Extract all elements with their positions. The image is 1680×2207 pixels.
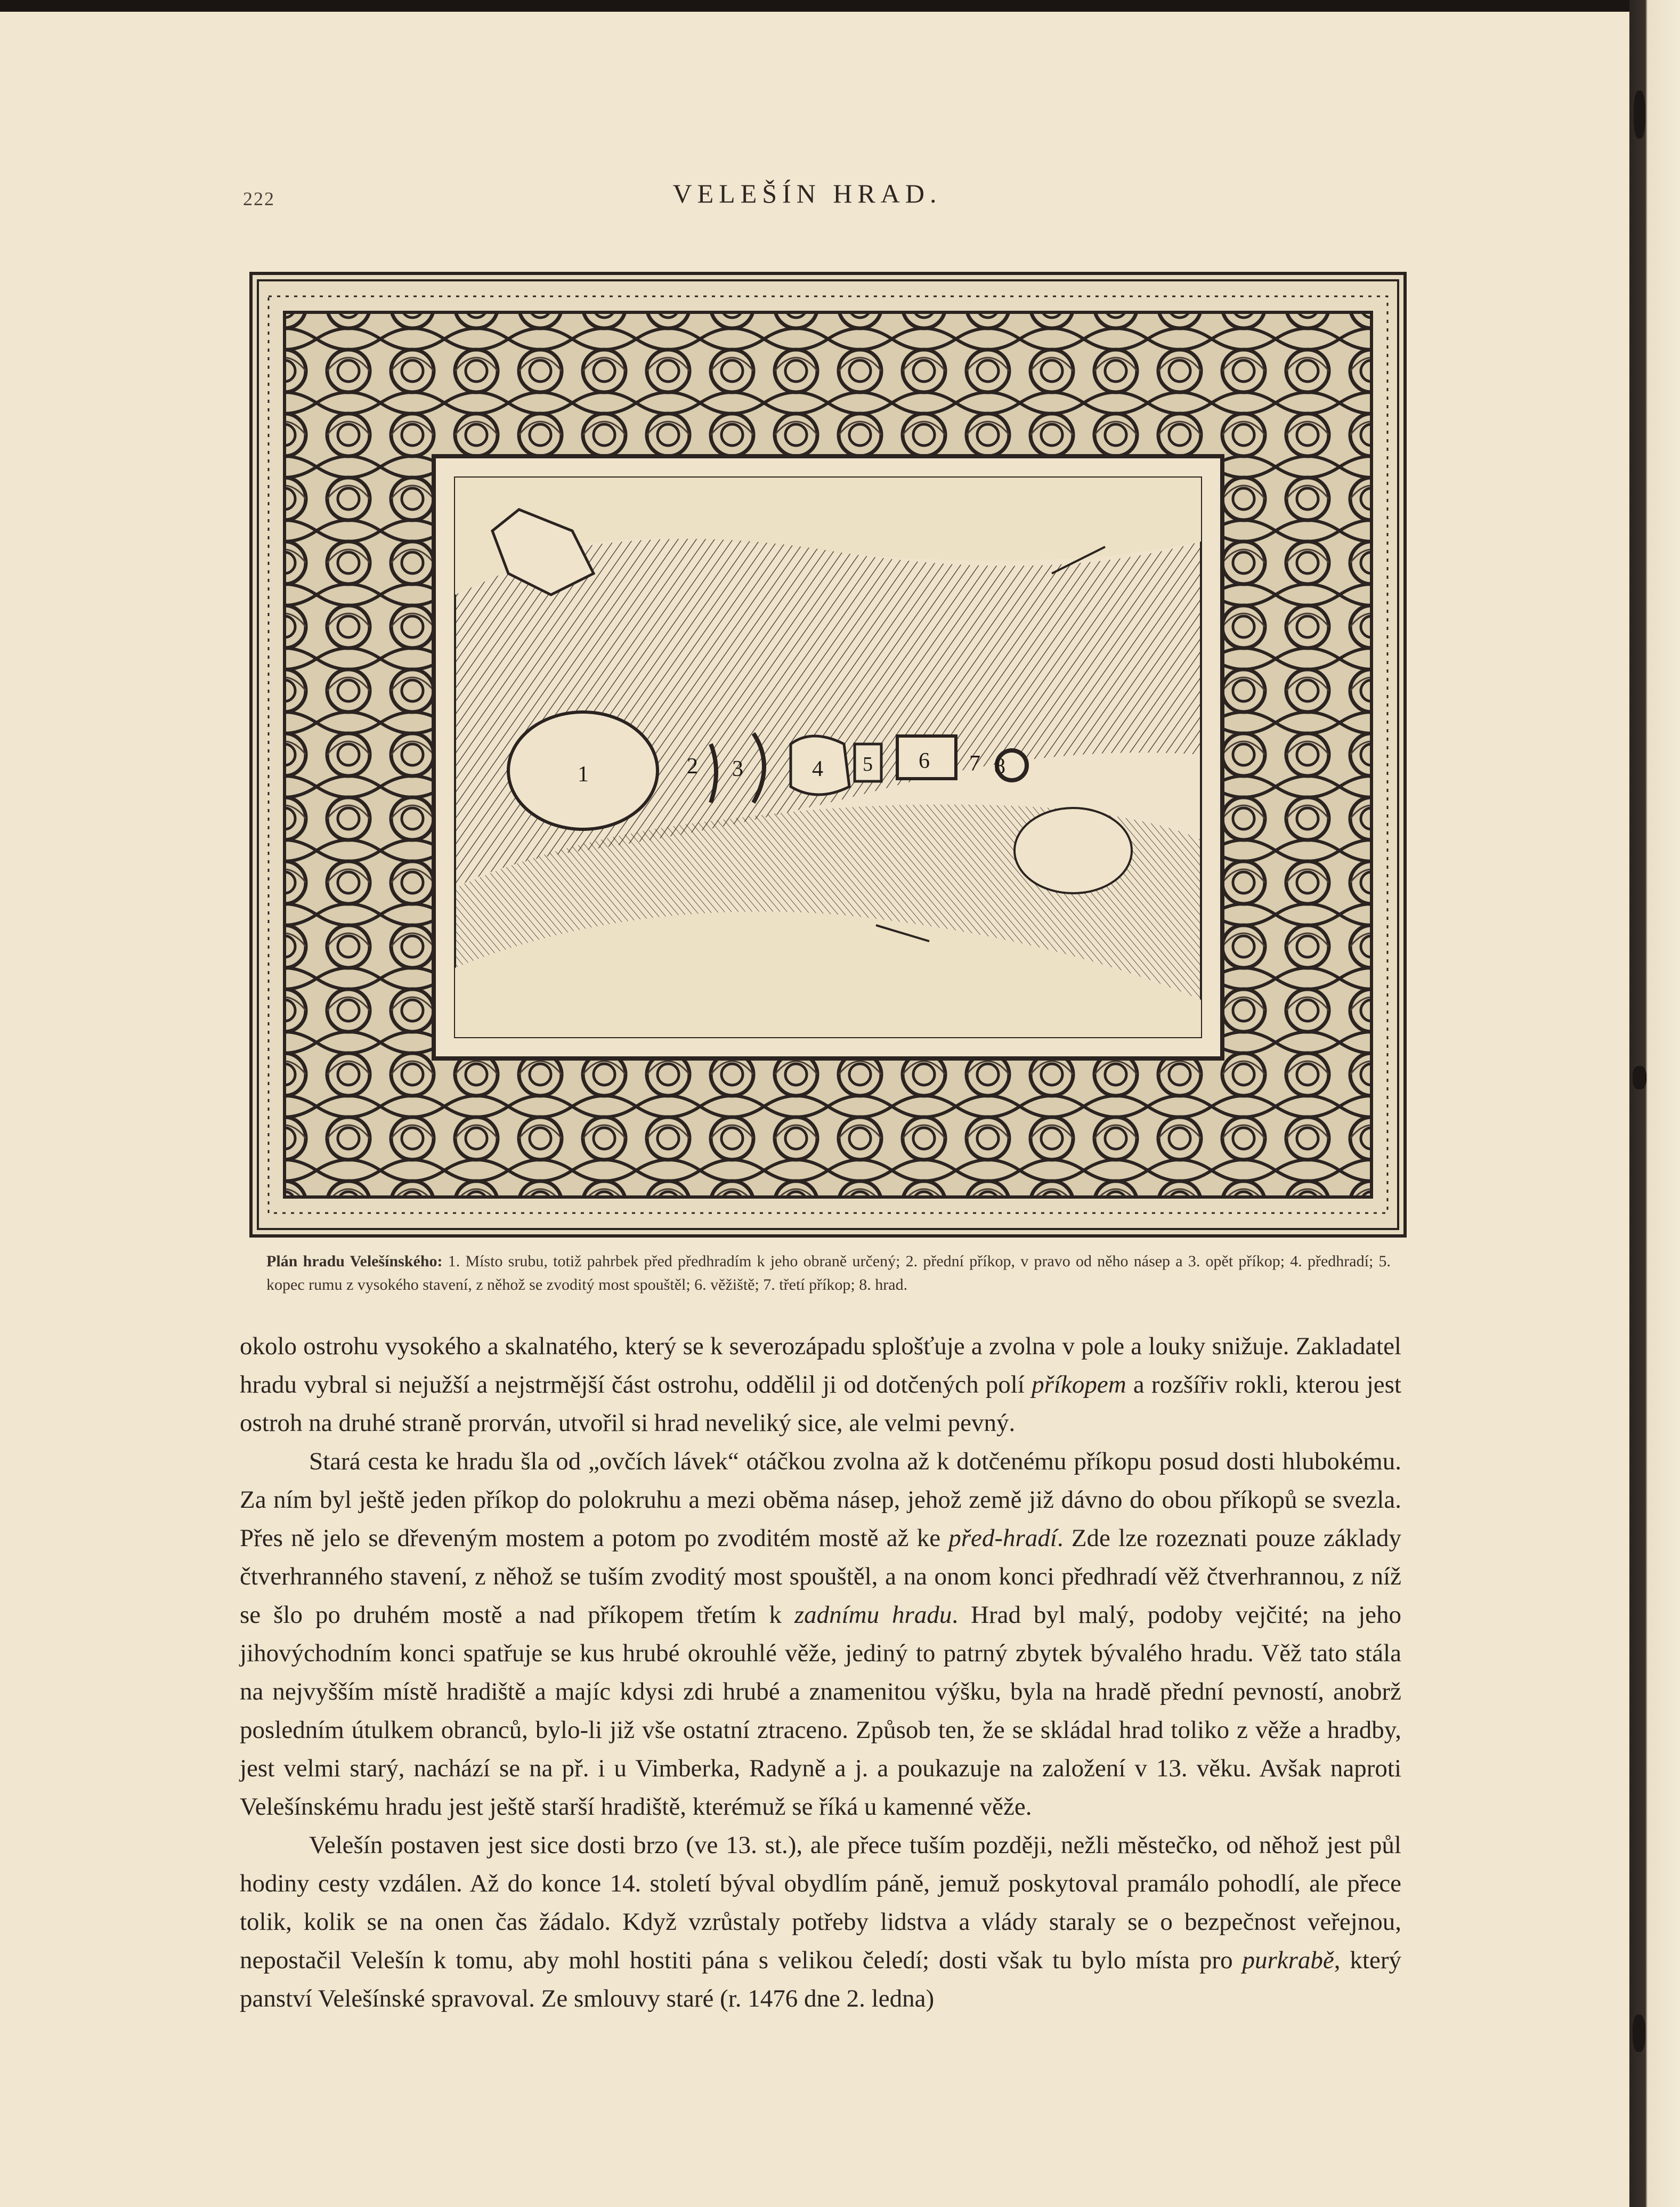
text-run: Velešín postaven jest sice dosti brzo (ve 13. st.), ale přece tuším později, nežli městečko, od něhož jest půl hodiny cesty vzdálen. Až do konce 14. století býval obydlím páně, jemuž poskytoval pramálo pohodlí, ale přece tolik, kolik se na onen čas žádalo. Když vzrůstaly potřeby lidstva a vlády staraly se o bezpečnost veřejnou, nepostačil Velešín k tomu, aby mohl hostiti pána s velikou čeledí; dosti však tu bylo místa pro	[240, 1831, 1401, 1974]
text-run: . Zde lze rozeznati pouze základy čtverhranného stavení, z něhož se tuším zvoditý most spouštěl, a na onom konci předhradí věž čtverhrannou, z níž se šlo po druhém mostě a nad příkopem třetím k	[240, 1524, 1401, 1629]
edge-mark	[1634, 91, 1645, 139]
plan-label: 1	[578, 762, 589, 787]
emphasis: purkrabě	[1242, 1946, 1334, 1974]
paragraph	[240, 1442, 1401, 1826]
text-run: . Hrad byl malý, podoby vejčité; na jeho jihovýchodním konci spatřuje se kus hrubé okrouhlé věže, jediný to patrný zbytek bývalého hradu. Věž tato stála na nejvyšším místě hradiště a majíc kdysi zdi hrubé a znamenitou výšku, byla na hradě přední pevností, anobrž posledním útulkem obranců, bylo-li již vše ostatní ztraceno. Způsob ten, že se skládal hrad toliko z věže a hradby, jest velmi starý, nachází se na př. i u Vimberka, Radyně a j. a poukazuje na založení v 13. věku. Avšak naproti Velešínskému hradu jest ještě starší hradiště, kterémuž se říká u kamenné věže.	[240, 1601, 1401, 1821]
castle-plan-engraving	[249, 272, 1407, 1238]
plan-label: 7	[969, 751, 980, 776]
text-run: a rozšířiv rokli, kterou jest ostroh na druhé straně prorván, utvořil si hrad neveliký sice, ale velmi pevný.	[240, 1371, 1401, 1437]
text-run: Stará cesta ke hradu šla od „ovčích lávek“ otáčkou zvolna až k dotčenému příkopu posud dosti hlubokému. Za ním byl ještě jeden příkop do polokruhu a mezi oběma násep, jehož země již dávno do obou příkopů se svezla. Přes ně jelo se dřeveným mostem a potom po zvoditém mostě až ke	[240, 1448, 1401, 1552]
emphasis: příkopem	[1032, 1371, 1126, 1398]
caption-text: 1. Místo srubu, totiž pahrbek před předhradím k jeho obraně určený; 2. přední příkop, v pravo od něho násep a 3. opět příkop; 4. předhradí; 5. kopec rumu z vysokého stavení, z něhož se zvoditý most spouštěl; 6. věžiště; 7. třetí příkop; 8. hrad.	[266, 1252, 1391, 1294]
edge-mark	[1633, 1066, 1646, 1089]
running-title: VELEŠÍN HRAD.	[672, 179, 942, 208]
page-number: 222	[243, 188, 275, 209]
text-run: , který panství Velešínské spravoval. Ze smlouvy staré (r. 1476 dne 2. ledna)	[240, 1946, 1401, 2012]
paragraph	[240, 1327, 1401, 1442]
plan-label: 8	[994, 754, 1005, 779]
next-page-edge	[1629, 0, 1680, 2207]
paragraph	[240, 1826, 1401, 2018]
plan-label: 3	[732, 757, 743, 781]
page-header	[234, 176, 1380, 219]
plan-label: 4	[812, 757, 823, 781]
emphasis: před-hradí	[948, 1524, 1057, 1552]
figure-caption	[266, 1250, 1391, 1297]
edge-mark	[1633, 2015, 1645, 2052]
emphasis: zadnímu hradu	[794, 1601, 952, 1629]
plan-label: 6	[919, 749, 930, 773]
plan-illustration	[253, 275, 1403, 1234]
caption-lead: Plán hradu Velešínského:	[266, 1252, 443, 1270]
plan-label: 5	[863, 753, 873, 775]
text-run: okolo ostrohu vysokého a skalnatého, který se k severozápadu splošťuje a zvolna v pole a louky snižuje. Zakladatel hradu vybral si nejužší a nejstrmější část ostrohu, oddělil ji od dotčených polí	[240, 1332, 1401, 1398]
body-text	[240, 1327, 1401, 2018]
plan-label: 2	[687, 754, 698, 779]
